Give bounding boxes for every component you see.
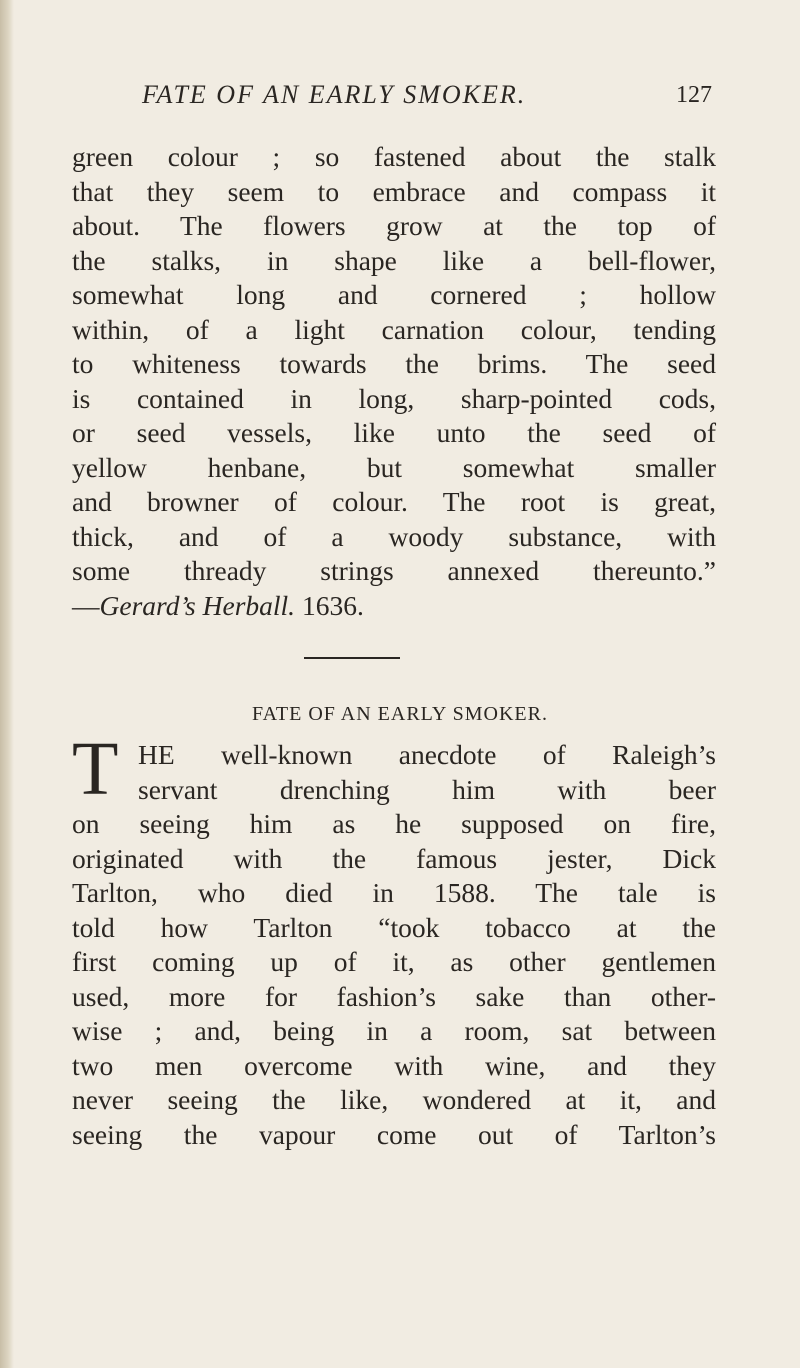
drop-cap: T (72, 727, 119, 811)
quote-line: somewhat long and cornered ; hollow (72, 279, 716, 310)
paragraph-body (72, 807, 716, 1152)
quote-line: and browner of colour. The root is great, (72, 486, 716, 517)
paragraph-line: used, more for fashion’s sake than other- (72, 980, 716, 1012)
citation-source: Gerard’s Herball. (99, 589, 296, 621)
quote-line: some thready strings annexed thereunto.” (72, 555, 716, 586)
paragraph-line: on seeing him as he supposed on fire, (72, 808, 716, 839)
paragraph-line: wise ; and, being in a room, sat between (72, 1015, 716, 1046)
quote-line: about. The flowers grow at the top of (72, 210, 716, 241)
paragraph-line: two men overcome with wine, and they (72, 1049, 716, 1081)
paragraph-line: first coming up of it, as other gentlemen (72, 946, 716, 977)
quote-line: thick, and of a woody substance, with (72, 520, 716, 552)
paragraph-opening (138, 738, 716, 807)
quote-line: yellow henbane, but somewhat smaller (72, 451, 716, 483)
paragraph-line: told how Tarlton “took tobacco at the (72, 911, 716, 943)
paragraph-line: HE well-known anecdote of Raleigh’s (138, 739, 716, 770)
running-title: FATE OF AN EARLY SMOKER. (142, 80, 527, 109)
paragraph-line: originated with the famous jester, Dick (72, 842, 716, 874)
quote-line: or seed vessels, like unto the seed of (72, 417, 716, 448)
citation (72, 589, 716, 624)
page-binding-edge (0, 0, 14, 1368)
quote-line: within, of a light carnation colour, tending (72, 313, 716, 345)
paragraph-line: servant drenching him with beer (138, 773, 716, 805)
quote-line: green colour ; so fastened about the stalk (72, 141, 716, 172)
quote-line: to whiteness towards the brims. The seed (72, 348, 716, 379)
paragraph-line: seeing the vapour come out of Tarlton’s (72, 1118, 716, 1150)
quote-line: the stalks, in shape like a bell-flower, (72, 244, 716, 276)
paragraph-line: never seeing the like, wondered at it, and (72, 1084, 716, 1115)
quotation-block (72, 140, 716, 623)
quote-line: that they seem to embrace and compass it (72, 175, 716, 207)
citation-dash: — (72, 589, 100, 621)
quote-line: is contained in long, sharp-pointed cods, (72, 382, 716, 414)
page-number: 127 (676, 82, 712, 108)
paragraph-line: Tarlton, who died in 1588. The tale is (72, 877, 716, 908)
citation-year: 1636. (301, 589, 364, 621)
running-head (142, 80, 712, 120)
section-heading: FATE OF AN EARLY SMOKER. (252, 703, 548, 725)
section-divider (304, 657, 400, 659)
